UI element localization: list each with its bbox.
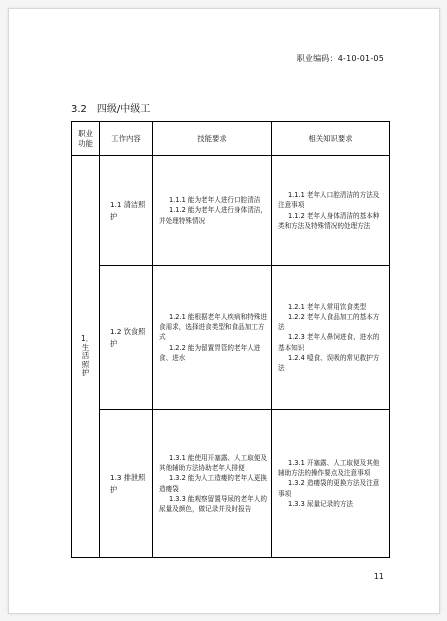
- skills-cell: 1.2.1 能根据老年人疾病和特殊进食需求，选择进食类型和食品加工方式 1.2.2 能为留置胃管的老年人进食、进水: [153, 266, 272, 410]
- knowledge-cell: 1.1.1 老年人口腔清洁的方法及注意事项 1.1.2 老年人身体清洁的基本种类和方法及特殊情况的处理方法: [272, 156, 390, 266]
- header-skills: 技能要求: [153, 122, 272, 156]
- content-cell: 1.2 饮食照护: [100, 266, 153, 410]
- function-cell: 1．生活照护: [72, 156, 100, 558]
- occupation-code: 职业编码：4-10-01-05: [296, 54, 384, 63]
- skills-cell: 1.1.1 能为老年人进行口腔清洁 1.1.2 能为老年人进行身体清洁，并处理特殊情况: [153, 156, 272, 266]
- content-cell: 1.1 清洁照护: [100, 156, 153, 266]
- header-function: 职业功能: [72, 122, 100, 156]
- knowledge-cell: 1.3.1 开塞露、人工取便及其他辅助方法的操作要点及注意事项 1.3.2 造瘘袋的更换方法及注意事项 1.3.3 尿量记录的方法: [272, 410, 390, 558]
- page-number: 11: [373, 572, 384, 581]
- skills-table: [71, 121, 390, 558]
- table-row: [72, 156, 390, 266]
- header-content: 工作内容: [100, 122, 153, 156]
- knowledge-cell: 1.2.1 老年人常用饮食类型 1.2.2 老年人食品加工的基本方法 1.2.3 老年人鼻饲进食、进水的基本知识 1.2.4 噎食、误吸的常见救护方法: [272, 266, 390, 410]
- table-header-row: [72, 122, 390, 156]
- content-cell: 1.3 排泄照护: [100, 410, 153, 558]
- document-page: [8, 8, 440, 614]
- skills-cell: 1.3.1 能使用开塞露、人工取便及其他辅助方法协助老年人排便 1.3.2 能为人工造瘘的老年人更换造瘘袋 1.3.3 能观察留置导尿的老年人的尿量及颜色，做记录并及时报告: [153, 410, 272, 558]
- header-knowledge: 相关知识要求: [272, 122, 390, 156]
- table-row: [72, 266, 390, 410]
- section-title: 3.2 四级/中级工: [71, 104, 151, 115]
- table-row: [72, 410, 390, 558]
